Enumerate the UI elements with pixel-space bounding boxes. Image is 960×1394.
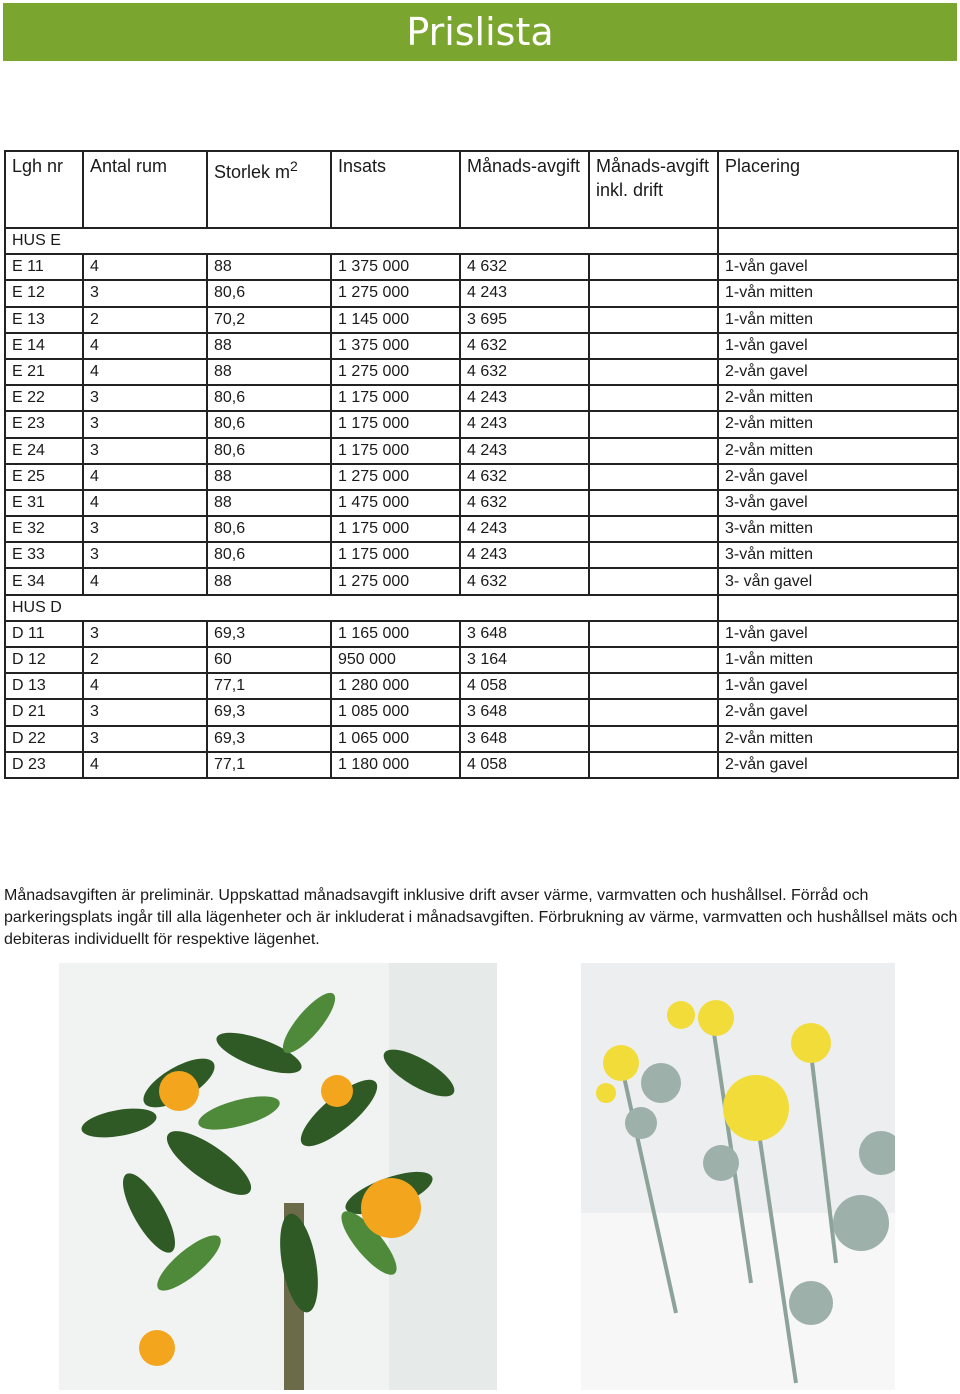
table-cell: E 21	[5, 359, 83, 385]
header-placering: Placering	[718, 151, 958, 228]
table-cell	[589, 568, 718, 594]
table-cell: 2-vån mitten	[718, 438, 958, 464]
table-cell: 80,6	[207, 280, 331, 306]
table-row	[5, 673, 958, 699]
table-cell: 1-vån gavel	[718, 621, 958, 647]
table-cell: 2-vån gavel	[718, 699, 958, 725]
header-insats: Insats	[331, 151, 460, 228]
table-cell: 1 275 000	[331, 359, 460, 385]
table-cell: 88	[207, 254, 331, 280]
table-cell	[589, 621, 718, 647]
table-cell: 1-vån mitten	[718, 280, 958, 306]
table-cell: 1 145 000	[331, 307, 460, 333]
group-placering-cell	[718, 595, 958, 621]
table-cell: 77,1	[207, 673, 331, 699]
table-cell: 1 175 000	[331, 411, 460, 437]
table-row	[5, 307, 958, 333]
table-cell: 4 243	[460, 438, 589, 464]
table-cell	[589, 438, 718, 464]
table-cell: 88	[207, 568, 331, 594]
table-cell: 1 065 000	[331, 726, 460, 752]
table-cell: E 25	[5, 464, 83, 490]
table-cell: 3	[83, 438, 207, 464]
citrus-plant-photo	[59, 963, 497, 1390]
table-cell: E 13	[5, 307, 83, 333]
header-storlek	[207, 151, 331, 228]
page-title: Prislista	[406, 10, 554, 54]
table-cell: 2-vån mitten	[718, 411, 958, 437]
table-cell: 1 175 000	[331, 542, 460, 568]
table-cell: D 11	[5, 621, 83, 647]
header-manadsavgift: Månads-avgift	[460, 151, 589, 228]
table-row	[5, 411, 958, 437]
table-row	[5, 438, 958, 464]
group-placering-cell	[718, 228, 958, 254]
table-row	[5, 333, 958, 359]
table-cell	[589, 280, 718, 306]
table-cell: 1-vån mitten	[718, 647, 958, 673]
table-cell: 3-vån mitten	[718, 542, 958, 568]
table-cell: 4	[83, 673, 207, 699]
table-cell: E 34	[5, 568, 83, 594]
header-antal-rum: Antal rum	[83, 151, 207, 228]
table-cell: 60	[207, 647, 331, 673]
group-label: HUS E	[5, 228, 718, 254]
table-header-row	[5, 151, 958, 228]
table-cell: E 33	[5, 542, 83, 568]
header-lgh-nr: Lgh nr	[5, 151, 83, 228]
table-cell: 4 058	[460, 673, 589, 699]
table-row	[5, 621, 958, 647]
table-cell: D 12	[5, 647, 83, 673]
table-cell: 4 243	[460, 411, 589, 437]
table-cell: 3	[83, 542, 207, 568]
table-body	[5, 228, 958, 778]
header-manadsavgift-inkl-drift: Månads-avgift inkl. drift	[589, 151, 718, 228]
table-cell: 4 632	[460, 464, 589, 490]
table-row	[5, 699, 958, 725]
table-cell: 1 475 000	[331, 490, 460, 516]
table-cell: D 21	[5, 699, 83, 725]
table-cell: 4 243	[460, 542, 589, 568]
table-cell: 1-vån mitten	[718, 307, 958, 333]
table-cell: 3 695	[460, 307, 589, 333]
table-cell: 80,6	[207, 438, 331, 464]
table-cell	[589, 726, 718, 752]
table-cell: 80,6	[207, 542, 331, 568]
table-cell: 3- vån gavel	[718, 568, 958, 594]
table-cell: 4 243	[460, 385, 589, 411]
table-cell: 1 175 000	[331, 438, 460, 464]
table-cell	[589, 647, 718, 673]
table-cell: 1 280 000	[331, 673, 460, 699]
table-cell: 3 648	[460, 621, 589, 647]
table-row	[5, 385, 958, 411]
table-cell: D 23	[5, 752, 83, 778]
table-cell	[589, 516, 718, 542]
table-cell: 3-vån mitten	[718, 516, 958, 542]
table-cell: 80,6	[207, 411, 331, 437]
table-row	[5, 516, 958, 542]
table-cell: E 24	[5, 438, 83, 464]
table-cell: 3	[83, 699, 207, 725]
table-cell: 4 632	[460, 359, 589, 385]
table-cell	[589, 333, 718, 359]
table-cell: 70,2	[207, 307, 331, 333]
table-cell: E 32	[5, 516, 83, 542]
table-cell: 3 164	[460, 647, 589, 673]
table-cell	[589, 542, 718, 568]
group-label: HUS D	[5, 595, 718, 621]
table-cell: 80,6	[207, 516, 331, 542]
table-row	[5, 647, 958, 673]
table-cell: 4	[83, 752, 207, 778]
table-cell	[589, 490, 718, 516]
table-row	[5, 752, 958, 778]
table-cell: 4 632	[460, 254, 589, 280]
table-cell: 1 375 000	[331, 333, 460, 359]
table-cell: 3 648	[460, 699, 589, 725]
yellow-billy-button-flowers-photo	[581, 963, 895, 1390]
table-cell: 2-vån gavel	[718, 752, 958, 778]
table-cell: 4 243	[460, 516, 589, 542]
table-cell: 2	[83, 647, 207, 673]
title-bar	[3, 3, 957, 61]
table-cell: 2-vån gavel	[718, 359, 958, 385]
table-cell: E 22	[5, 385, 83, 411]
table-cell: 1 175 000	[331, 385, 460, 411]
table-cell: D 22	[5, 726, 83, 752]
group-row	[5, 228, 958, 254]
header-storlek-label: Storlek m	[214, 162, 291, 182]
table-row	[5, 490, 958, 516]
table-cell: 3 648	[460, 726, 589, 752]
table-cell: 1 275 000	[331, 568, 460, 594]
table-cell: 3	[83, 621, 207, 647]
table-row	[5, 359, 958, 385]
table-cell: 1-vån gavel	[718, 254, 958, 280]
table-cell: 3	[83, 385, 207, 411]
table-cell: 1 175 000	[331, 516, 460, 542]
table-cell: 1 275 000	[331, 464, 460, 490]
table-cell: 4	[83, 254, 207, 280]
table-cell: 3-vån gavel	[718, 490, 958, 516]
table-cell: 88	[207, 333, 331, 359]
table-cell	[589, 752, 718, 778]
table-cell: 4	[83, 490, 207, 516]
table-cell: 4	[83, 333, 207, 359]
table-cell: 77,1	[207, 752, 331, 778]
table-cell: 4 058	[460, 752, 589, 778]
table-cell: 3	[83, 726, 207, 752]
table-row	[5, 464, 958, 490]
table-cell	[589, 385, 718, 411]
table-cell: 88	[207, 359, 331, 385]
table-cell: 3	[83, 516, 207, 542]
table-cell: 3	[83, 280, 207, 306]
table-cell: 2-vån gavel	[718, 464, 958, 490]
table-cell: 1 165 000	[331, 621, 460, 647]
table-cell: 1-vån gavel	[718, 673, 958, 699]
table-cell	[589, 359, 718, 385]
header-storlek-superscript: 2	[290, 158, 298, 174]
table-row	[5, 568, 958, 594]
table-cell: 4	[83, 568, 207, 594]
table-cell	[589, 464, 718, 490]
table-cell: 4 632	[460, 490, 589, 516]
table-cell: 88	[207, 490, 331, 516]
table-cell: 88	[207, 464, 331, 490]
group-row	[5, 595, 958, 621]
table-cell: 2	[83, 307, 207, 333]
table-cell	[589, 699, 718, 725]
table-cell: 2-vån mitten	[718, 385, 958, 411]
table-cell: 4	[83, 359, 207, 385]
table-cell: E 31	[5, 490, 83, 516]
table-cell: E 23	[5, 411, 83, 437]
table-cell	[589, 254, 718, 280]
table-cell: 4 243	[460, 280, 589, 306]
table-cell: E 11	[5, 254, 83, 280]
table-cell	[589, 411, 718, 437]
footnote: Månadsavgiften är preliminär. Uppskattad månadsavgift inklusive drift avser värme, varmvatten och hushållsel. Förråd och parkeringsplats ingår till alla lägenheter och är inkluderat i månadsavgiften. Förbrukning av värme, varmvatten och hushållsel mäts och debiteras individuellt för respektive lägenhet.	[4, 887, 958, 948]
table-cell: E 14	[5, 333, 83, 359]
price-table	[4, 150, 959, 779]
table-cell: 1 085 000	[331, 699, 460, 725]
table-row	[5, 254, 958, 280]
table-cell: 4 632	[460, 333, 589, 359]
table-cell	[589, 307, 718, 333]
table-cell: 2-vån mitten	[718, 726, 958, 752]
table-cell: D 13	[5, 673, 83, 699]
table-cell: 4 632	[460, 568, 589, 594]
table-cell: 4	[83, 464, 207, 490]
table-cell: 3	[83, 411, 207, 437]
table-cell: 950 000	[331, 647, 460, 673]
table-cell: 69,3	[207, 726, 331, 752]
table-cell: 1 275 000	[331, 280, 460, 306]
table-cell: 69,3	[207, 699, 331, 725]
table-row	[5, 542, 958, 568]
table-cell: E 12	[5, 280, 83, 306]
table-cell	[589, 673, 718, 699]
table-cell: 80,6	[207, 385, 331, 411]
table-cell: 1 180 000	[331, 752, 460, 778]
table-cell: 1 375 000	[331, 254, 460, 280]
table-cell: 1-vån gavel	[718, 333, 958, 359]
table-row	[5, 726, 958, 752]
table-row	[5, 280, 958, 306]
table-cell: 69,3	[207, 621, 331, 647]
